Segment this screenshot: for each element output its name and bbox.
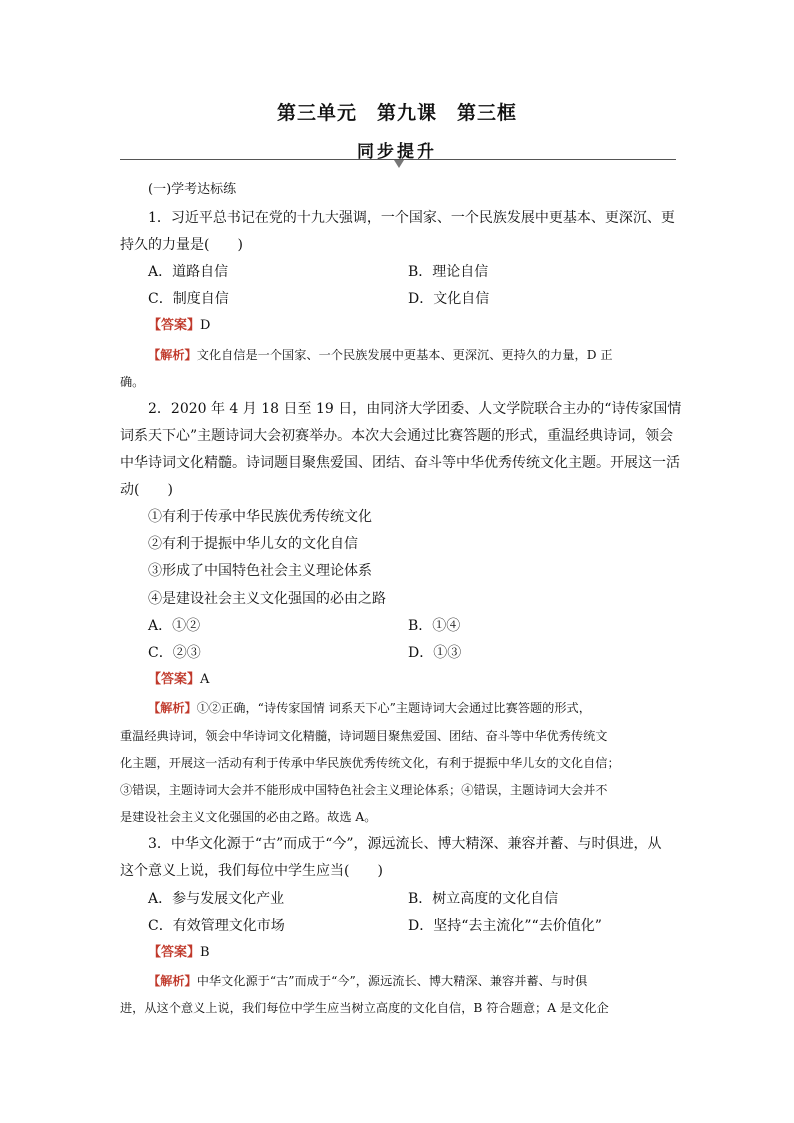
- q2-statement-3: ③形成了中国特色社会主义理论体系: [148, 563, 372, 579]
- q1-explanation-line2: 确。: [120, 375, 145, 389]
- q2-statement-1: ①有利于传承中华民族优秀传统文化: [148, 509, 372, 525]
- q2-explanation-line4: ③错误，主题诗词大会并不能形成中国特色社会主义理论体系；④错误，主题诗词大会并不: [120, 783, 608, 797]
- q2-statement-4: ④是建设社会主义文化强国的必由之路: [148, 591, 386, 607]
- q3-stem-line2: 这个意义上说，我们每位中学生应当( ): [120, 863, 383, 879]
- q2-explanation-line5: 是建设社会主义文化强国的必由之路。故选 A。: [120, 810, 377, 824]
- q3-option-b: B．树立高度的文化自信: [408, 891, 559, 907]
- answer-tag: 【答案】: [148, 318, 201, 333]
- q2-answer: [148, 670, 209, 690]
- triangle-marker-icon: [394, 160, 404, 168]
- q2-explanation-line3: 化主题，开展这一活动有利于传承中华民族优秀传统文化，有利于提振中华儿女的文化自信；: [120, 756, 620, 770]
- answer-tag: 【答案】: [148, 945, 201, 960]
- q1-explanation-line1: [148, 345, 613, 365]
- q1-option-b: B．理论自信: [408, 264, 489, 280]
- q2-explanation-text1: ①②正确，“诗传家国情 词系天下心”主题诗词大会通过比赛答题的形式，: [196, 701, 591, 715]
- explanation-tag: 【解析】: [148, 701, 197, 715]
- q2-answer-value: A: [200, 672, 210, 687]
- q1-explanation-text1: 文化自信是一个国家、一个民族发展中更基本、更深沉、更持久的力量，D 正: [196, 348, 613, 362]
- q2-option-b: B．①④: [408, 618, 461, 634]
- q3-option-a: A．参与发展文化产业: [148, 891, 285, 907]
- page-title: 第三单元 第九课 第三框: [276, 102, 517, 124]
- answer-tag: 【答案】: [148, 672, 201, 687]
- q1-answer: [148, 316, 210, 336]
- q3-option-d: D．坚持“去主流化”“去价值化”: [408, 918, 602, 934]
- q3-option-c: C．有效管理文化市场: [148, 918, 285, 934]
- q2-option-c: C．②③: [148, 645, 201, 661]
- q1-option-c: C．制度自信: [148, 291, 229, 307]
- page-subtitle: 同步提升: [357, 142, 437, 162]
- q2-stem-line3: 中华诗词文化精髓。诗词题目聚焦爱国、团结、奋斗等中华优秀传统文化主题。开展这一活: [120, 455, 680, 471]
- q2-explanation-line1: [148, 698, 591, 718]
- q1-option-a: A．道路自信: [148, 264, 229, 280]
- q1-stem-line2: 持久的力量是( ): [120, 237, 243, 253]
- q3-explanation-line1: [148, 971, 587, 991]
- q3-stem-line1: 3．中华文化源于“古”而成于“今”，源远流长、博大精深、兼容并蓄、与时俱进，从: [148, 836, 662, 852]
- q2-stem-line1: 2．2020 年 4 月 18 日至 19 日，由同济大学团委、人文学院联合主办的“诗传家国情: [148, 401, 682, 417]
- q3-explanation-line2: 进，从这个意义上说，我们每位中学生应当树立高度的文化自信，B 符合题意；A 是文化企: [120, 1001, 609, 1015]
- section-heading: (一)学考达标练: [148, 182, 237, 197]
- q3-answer-value: B: [200, 945, 210, 960]
- q1-answer-value: D: [200, 318, 211, 333]
- q3-answer: [148, 943, 210, 963]
- q1-stem-line1: 1．习近平总书记在党的十九大强调，一个国家、一个民族发展中更基本、更深沉、更: [148, 210, 675, 226]
- q2-option-a: A．①②: [148, 618, 201, 634]
- q2-option-d: D．①③: [408, 645, 462, 661]
- q2-stem-line4: 动( ): [120, 482, 173, 498]
- explanation-tag: 【解析】: [148, 974, 197, 988]
- q1-option-d: D．文化自信: [408, 291, 490, 307]
- q3-explanation-text1: 中华文化源于“古”而成于“今”，源远流长、博大精深、兼容并蓄、与时俱: [196, 974, 588, 988]
- q2-statement-2: ②有利于提振中华儿女的文化自信: [148, 536, 358, 552]
- q2-explanation-line2: 重温经典诗词，领会中华诗词文化精髓，诗词题目聚焦爱国、团结、奋斗等中华优秀传统文: [120, 729, 608, 743]
- q2-stem-line2: 词系天下心”主题诗词大会初赛举办。本次大会通过比赛答题的形式，重温经典诗词，领会: [120, 428, 674, 444]
- explanation-tag: 【解析】: [148, 348, 197, 362]
